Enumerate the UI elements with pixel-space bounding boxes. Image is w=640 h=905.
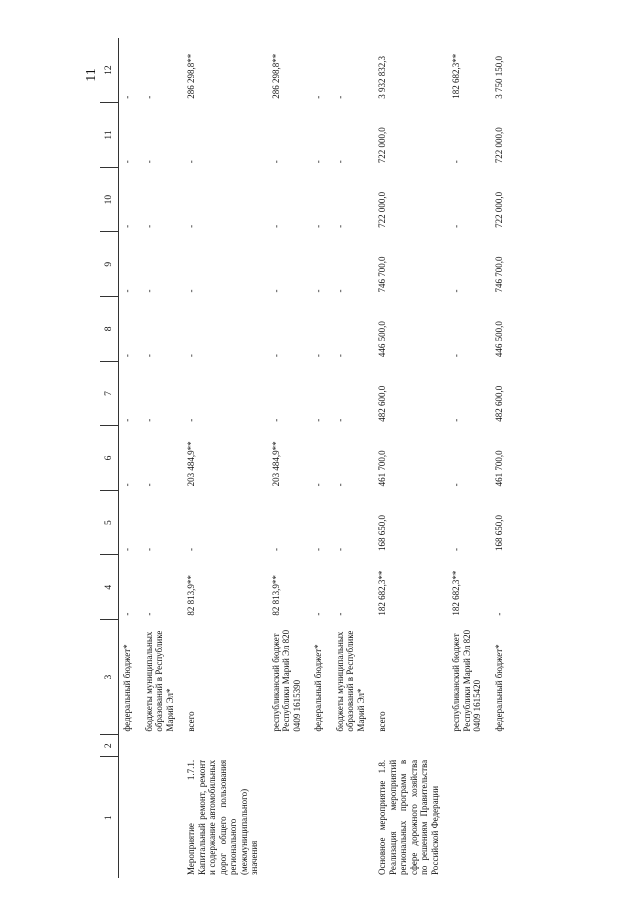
value-cell-col-11: 722 000,0	[493, 127, 504, 164]
column-header-4: 4	[100, 555, 119, 620]
value-cell-col-12: -	[334, 95, 345, 99]
value-cell-col-8: 446 500,0	[377, 321, 387, 358]
value-cell-col-6: -	[334, 483, 345, 487]
value-cell-col-8: -	[186, 354, 196, 358]
measure-name-cell	[485, 757, 507, 878]
table-body	[119, 38, 507, 878]
value-cell-col-6: 461 700,0	[377, 450, 387, 487]
column-header-8: 8	[100, 297, 119, 362]
executor-cell	[135, 735, 178, 757]
value-cell-col-9: 746 700,0	[493, 256, 504, 293]
value-cell-col-5: -	[186, 547, 196, 551]
table-row	[177, 38, 262, 878]
table-row	[119, 38, 135, 878]
value-cell-col-5: 168 650,0	[377, 514, 387, 551]
funding-source-cell: республиканский бюджет Республики Марий Эл 820 0409 1615420	[451, 629, 482, 732]
rotated-table-container	[100, 28, 625, 878]
funding-source-cell: республиканский бюджет Республики Марий Эл 820 0409 1615390	[270, 629, 302, 732]
value-cell-col-7: -	[451, 418, 461, 422]
value-cell-col-4: 82 813,9**	[186, 575, 196, 616]
value-cell-col-4: 182 682,3**	[377, 570, 387, 616]
value-cell-col-4: 82 813,9**	[270, 575, 281, 616]
value-cell-col-5: -	[143, 547, 154, 551]
value-cell-col-8: -	[451, 354, 461, 358]
measure-name-cell	[442, 757, 485, 878]
value-cell-col-10: -	[186, 224, 196, 228]
executor-cell	[442, 735, 485, 757]
measure-name-cell: Основное мероприятие 1.8. Реализация мероприятий региональных программ в сфере дорожного хозяйства по решениям Правительства Российской Федерации	[377, 759, 440, 875]
value-cell-col-7: 482 600,0	[493, 385, 504, 422]
column-header-12: 12	[100, 38, 119, 103]
value-cell-col-4: -	[122, 612, 132, 616]
table-row	[485, 38, 507, 878]
value-cell-col-6: 203 484,9**	[270, 441, 281, 487]
value-cell-col-12: 3 932 832,3	[377, 55, 387, 99]
funding-source-cell: федеральный бюджет*	[493, 644, 504, 732]
value-cell-col-6: -	[122, 483, 132, 487]
column-header-3: 3	[100, 620, 119, 735]
measure-name-cell	[135, 757, 178, 878]
value-cell-col-10: 722 000,0	[377, 191, 387, 228]
value-cell-col-10: 722 000,0	[493, 191, 504, 228]
value-cell-col-11: 722 000,0	[377, 127, 387, 164]
value-cell-col-12: -	[313, 95, 323, 99]
table-row	[135, 38, 178, 878]
value-cell-col-7: -	[122, 418, 132, 422]
value-cell-col-12: -	[143, 95, 154, 99]
funding-source-cell: всего	[377, 711, 387, 732]
value-cell-col-10: -	[334, 224, 345, 228]
value-cell-col-11: -	[334, 160, 345, 164]
value-cell-col-11: -	[313, 160, 323, 164]
measure-name-cell: Мероприятие 1.7.1. Капитальный ремонт, ремонт и содержание автомобильных дорог общего пользования регионального (межмуниципального) значения	[186, 759, 259, 875]
value-cell-col-12: 286 298,8**	[270, 53, 281, 99]
executor-cell	[368, 735, 442, 757]
table-row	[368, 38, 442, 878]
value-cell-col-5: -	[122, 547, 132, 551]
column-header-6: 6	[100, 426, 119, 491]
value-cell-col-6: -	[143, 483, 154, 487]
value-cell-col-5: -	[334, 547, 345, 551]
value-cell-col-10: -	[143, 224, 154, 228]
column-header-11: 11	[100, 103, 119, 168]
executor-cell	[177, 735, 262, 757]
value-cell-col-12: -	[122, 95, 132, 99]
value-cell-col-8: -	[270, 354, 281, 358]
value-cell-col-9: 746 700,0	[377, 256, 387, 293]
value-cell-col-12: 286 298,8**	[186, 53, 196, 99]
value-cell-col-7: 482 600,0	[377, 385, 387, 422]
value-cell-col-10: -	[270, 224, 281, 228]
column-header-2: 2	[100, 735, 119, 757]
header-row	[100, 38, 119, 878]
funding-source-cell: бюджеты муниципальных образований в Республике Марий Эл*	[143, 630, 175, 732]
value-cell-col-8: -	[143, 354, 154, 358]
value-cell-col-4: -	[143, 612, 154, 616]
value-cell-col-12: 182 682,3**	[451, 53, 461, 99]
value-cell-col-4: -	[313, 612, 323, 616]
value-cell-col-4: 182 682,3**	[451, 570, 461, 616]
value-cell-col-7: -	[313, 418, 323, 422]
value-cell-col-5: -	[270, 547, 281, 551]
value-cell-col-11: -	[143, 160, 154, 164]
value-cell-col-10: -	[451, 224, 461, 228]
column-header-10: 10	[100, 167, 119, 232]
executor-cell	[304, 735, 326, 757]
funding-source-cell: федеральный бюджет*	[122, 644, 132, 732]
value-cell-col-4: -	[334, 612, 345, 616]
table-row	[262, 38, 305, 878]
measure-name-cell	[119, 757, 135, 878]
value-cell-col-9: -	[186, 289, 196, 293]
table-row	[442, 38, 485, 878]
column-header-7: 7	[100, 361, 119, 426]
funding-source-cell: всего	[186, 711, 196, 732]
column-header-5: 5	[100, 490, 119, 555]
value-cell-col-11: -	[122, 160, 132, 164]
table-row	[304, 38, 326, 878]
funding-source-cell: бюджеты муниципальных образований в Республике Марий Эл*	[334, 630, 366, 732]
value-cell-col-7: -	[186, 418, 196, 422]
measure-name-cell	[326, 757, 369, 878]
value-cell-col-10: -	[313, 224, 323, 228]
value-cell-col-9: -	[270, 289, 281, 293]
value-cell-col-7: -	[143, 418, 154, 422]
value-cell-col-5: -	[313, 547, 323, 551]
value-cell-col-11: -	[451, 160, 461, 164]
executor-cell	[262, 735, 305, 757]
executor-cell	[326, 735, 369, 757]
value-cell-col-6: 461 700,0	[493, 450, 504, 487]
measure-name-cell	[304, 757, 326, 878]
page-number: 11	[84, 68, 99, 82]
value-cell-col-11: -	[270, 160, 281, 164]
value-cell-col-9: -	[122, 289, 132, 293]
value-cell-col-8: 446 500,0	[493, 321, 504, 358]
value-cell-col-9: -	[451, 289, 461, 293]
value-cell-col-8: -	[313, 354, 323, 358]
executor-cell	[119, 735, 135, 757]
executor-cell	[485, 735, 507, 757]
value-cell-col-6: -	[451, 483, 461, 487]
value-cell-col-9: -	[313, 289, 323, 293]
budget-table	[100, 38, 506, 878]
measure-name-cell	[262, 757, 305, 878]
value-cell-col-9: -	[143, 289, 154, 293]
value-cell-col-9: -	[334, 289, 345, 293]
value-cell-col-4: -	[493, 612, 504, 616]
value-cell-col-8: -	[122, 354, 132, 358]
value-cell-col-8: -	[334, 354, 345, 358]
column-header-9: 9	[100, 232, 119, 297]
table-row	[326, 38, 369, 878]
value-cell-col-11: -	[186, 160, 196, 164]
value-cell-col-5: -	[451, 547, 461, 551]
funding-source-cell: федеральный бюджет*	[313, 644, 323, 732]
value-cell-col-7: -	[270, 418, 281, 422]
value-cell-col-6: 203 484,9**	[186, 441, 196, 487]
value-cell-col-10: -	[122, 224, 132, 228]
column-header-1: 1	[100, 757, 119, 878]
value-cell-col-12: 3 750 150,0	[493, 55, 504, 99]
value-cell-col-5: 168 650,0	[493, 514, 504, 551]
value-cell-col-6: -	[313, 483, 323, 487]
value-cell-col-7: -	[334, 418, 345, 422]
